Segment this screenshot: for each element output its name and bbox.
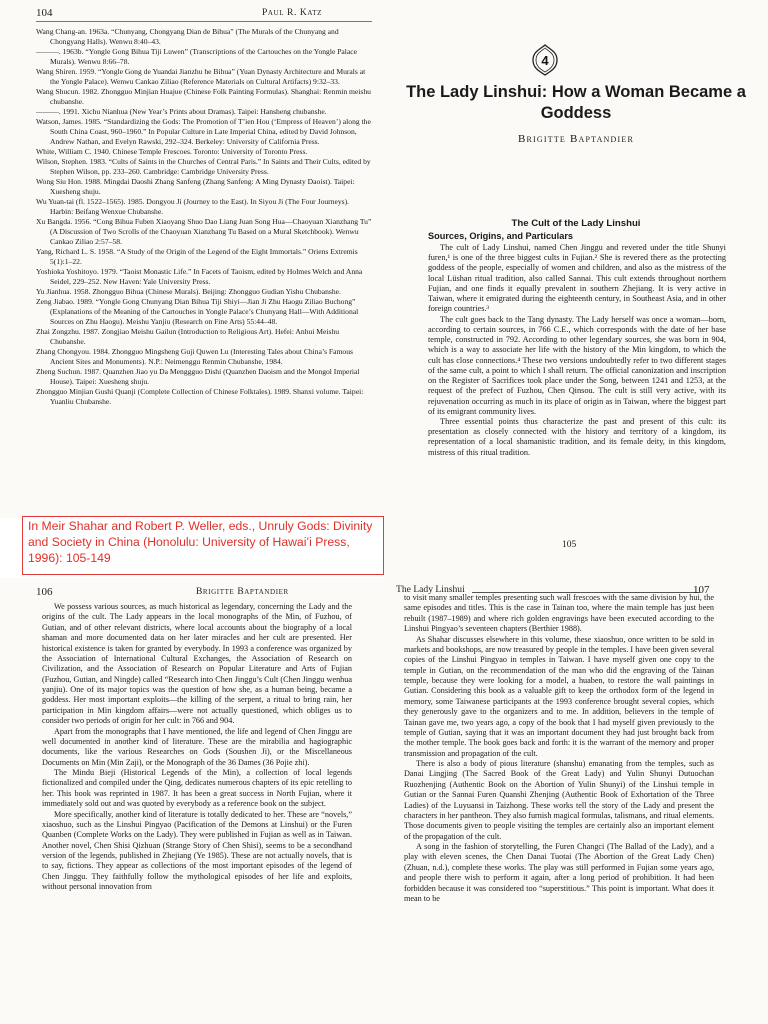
section-heading: The Cult of the Lady Linshui xyxy=(511,218,641,229)
reference-entry: Wilson, Stephen. 1983. “Cults of Saints in the Churches of Central Paris.” In Saints and Their Cults, edited by Stephen Wilson, pp. 233–260. Cambridge: Cambridge University Press. xyxy=(36,157,371,177)
reference-entry: Zheng Suchun. 1987. Quanzhen Jiao yu Da Menggguo Dishi (Quanzhen Daoism and the Mongol Imperial House). Taipei: Xuesheng shuju. xyxy=(36,367,360,387)
reference-entry: Wang Chang-an. 1963a. “Chunyang, Chongyang Dian de Bihua” (The Murals of the Chunyang and Chongyang Halls). Wenwu 8:40–43. xyxy=(36,27,339,46)
reference-entry: ———. 1963b. “Yongle Gong Bihua Tiji Luwen” (Transcriptions of the Cartouches on the Yongle Palace Murals). Wenwu 8:66–78. xyxy=(36,47,358,66)
paragraph: The Mindu Bieji (Historical Legends of the Min), a collection of local legends fictionalized and compiled under the Qing, dedicates numerous chapters of its epic retelling to her. This book was reprinted in 1987. It has been a great success in North Fujian, where it immediately sold out and was quoted by everybody as a reference book on the subject. xyxy=(42,768,352,809)
reference-entry: White, William C. 1940. Chinese Temple Frescoes. Toronto: University of Toronto Press. xyxy=(36,147,308,157)
reference-entry: Zhai Zongzhu. 1987. Zongjiao Meishu Gailun (Introduction to Religious Art). Hefei: Anhui Meishu Chubanshe. xyxy=(36,327,340,347)
reference-entry: Yang, Richard L. S. 1958. “A Study of the Origin of the Legend of the Eight Immortals.” Oriens Extremis 5(1):1–22. xyxy=(36,247,358,267)
chapter-title: The Lady Linshui: How a Woman Became a Goddess xyxy=(406,83,746,122)
running-head: The Lady Linshui xyxy=(396,584,465,595)
paragraph: to visit many smaller temples presenting such wall frescoes with the same division by hui, the same episodes and titles. This is the case in Tainan too, where the main temple has just been rebuilt (1987–1989) and where rich golden engravings have been executed according to the Linshui Pingyao’s seventeen chapters (Berthier 1988). xyxy=(404,593,714,634)
paragraph: The cult goes back to the Tang dynasty. The Lady herself was once a woman—born, according to certain sources, in 766 C.E., which corresponds with the date of her base temple, constructed in 792. According to other legendary sources, she was born in 904, which is a way to associate her life with the history of the Min kingdom, to which the cult has close connections.⁴ These two versions undoubtedly refer to two different stages of the same cult, a point to which I shall return. The official canonization and inscription on the Register of Sacrifices took place under the Song, between 1241 and 1253, at the request of the prefect of Fuzhou, Chen Qinsou. The cult is still very active, with its rejuvenation occurring as much in its place of origin as in Taiwan, where the biggest part of its emigrant community lives. xyxy=(428,314,726,416)
paragraph: There is also a body of pious literature (shanshu) emanating from the temples, such as Danai Lingjing (The Sacred Book of the Great Lady) and Yulin Shunyi Dutuochan Ruozhenjing (Authentic Book on the Abortion of Yulin Shunyi) of the Linshui temple in Gutian or the Sannai Furen Quanshi Zhenjing (Authentic Book of Exhortation of the Three Ladies) of the Luyuansi in Taizhong. These works tell the story of the Lady and present the characters in her pantheon. They also furnish magical formulas, talismans, and ritual elements. Those documents given to people visiting the temples are certainly also an important element of the propagation of the cult. xyxy=(404,759,714,841)
paragraph: A song in the fashion of storytelling, the Furen Changci (The Ballad of the Lady), and a play with eleven scenes, the Chen Danai Tuotai (The Abortion of the Great Lady Chen) (Zhuan, n.d.), complete these works. The play was still performed in Fujian some years ago, and people there wish to perform it again, after a long period of prohibition. It had been forbidden because it was considered too “superstitious.” This point is important. What does it mean to be xyxy=(404,842,714,903)
reference-entry: Zhang Chongyou. 1984. Zhongguo Mingsheng Guji Quwen Lu (Interesting Tales about China’s Famous Ancient Sites and Monuments). N.P.: Neimenggu Renmin Chubanshe, 1984. xyxy=(36,347,353,367)
citation-note: In Meir Shahar and Robert P. Weller, eds., Unruly Gods: Divinity and Society in China (Honolulu: University of Hawai’i Press, 1996): 105-149 xyxy=(22,516,384,575)
chapter-author: Brigitte Baptandier xyxy=(517,133,635,145)
reference-entry: Zhongguo Minjian Gushi Quanji (Complete Collection of Chinese Folktales). 1989. Shanxi volume. Taipei: Yuanliu Chubanshe. xyxy=(36,387,364,407)
page-number: 107 xyxy=(693,584,710,596)
reference-entry: Wong Siu Hon. 1988. Mingdai Daoshi Zhang Sanfeng (Zhang Sanfeng: A Ming Dynasty Daoist). Taipei: Xuesheng shuju. xyxy=(36,177,355,197)
running-head: Brigitte Baptandier xyxy=(196,587,289,597)
reference-entry: Wang Shucun. 1982. Zhongguo Minjian Huajue (Chinese Folk Painting Formulas). Shanghai: Renmin meishu chubanshe. xyxy=(36,87,371,106)
reference-entry: Yoshioka Yoshitoyo. 1979. “Taoist Monastic Life.” In Facets of Taoism, edited by Holmes Welch and Anna Seidel, 229–252. New Haven: Yale University Press. xyxy=(36,267,363,287)
page-105 xyxy=(384,0,768,578)
page-106 xyxy=(0,578,384,1024)
chapter-number-emblem xyxy=(531,44,559,76)
reference-entry: Wu Yuan-tai (fl. 1522–1565). 1985. Dongyou Ji (Journey to the East). In Siyou Ji (The Four Journeys). Harbin: Beifang Wenxue Chubanshe. xyxy=(36,197,350,217)
reference-entry: Wang Shiren. 1959. “Yongle Gong de Yuandai Jianzhu he Bihua” (Yuan Dynasty Architecture and Murals at the Yongle Palace). Wenwu Cankao Ziliao (Reference Materials on Cultural Artifacts) 9:32–33. xyxy=(36,67,366,86)
paragraph: Three essential points thus characterize the past and present of this cult: its presentation as closely connected with the history and territory of a kingdom, its representation of a local shamanistic tradition, and its female deity, in this kingdom, mistress of this ritual tradition. xyxy=(428,416,726,457)
reference-entry: ———. 1991. Xichu Nianhua (New Year’s Prints about Dramas). Taipei: Hansheng chubanshe. xyxy=(36,107,327,117)
paragraph: The cult of Lady Linshui, named Chen Jinggu and revered under the title Shunyi furen,¹ is one of the three biggest cults in Fujian.² She is revered there as the protecting goddess of the people, especially of women and children, and also as the mistress of the local Lüshan ritual tradition, also called Sannai. This cult extends throughout northern Fujian, and one finds it equally prevalent in southern Zhejiang. It is very active in Taiwan, where it emigrated during the eighteenth century, in Southeast Asia, and in other foreign countries.³ xyxy=(428,243,726,314)
body-text xyxy=(404,593,714,904)
paragraph: As Shahar discusses elsewhere in this volume, these xiaoshuo, once written to be sold in markets and bookshops, are now treasured by people in the temples. I have been given several copies of the Linshui Pingyao in temples in Taiwan. I have myself given one copy to the temple in Gutian, on the recommendation of the man who did the engraving of the Tainan temple, because they were looking for a model, a huaben, to restore the wall paintings in Gutian. Considering this book as a valuable gift to keep the orthodox form of the legend in memory, some Taiwanese participants at the 1993 conference brought several copies, which they generously gave to the organizers and to me. In addition, believers in the temple of Tainan gave me, two years ago, a copy of the book that I had myself given previously to the temple of Gutian, saying that it was an important document they had just brought back from the mother temple. The book goes back and forth: it is the warrant of the memory and proper transmission and propagation of the cult. xyxy=(404,634,714,758)
header-rule xyxy=(36,21,372,22)
reference-entry: Yu Jianhua. 1958. Zhongguo Bihua (Chinese Murals). Beijing: Zhongguo Gudian Yishu Chubanshe. xyxy=(36,287,341,297)
reference-entry: Zeng Jiabao. 1989. “Yongle Gong Chunyang Dian Bihua Tiji Shiyi—Jian Ji Zhu Haogu Ziliao Buchong” (Explanations of the Meaning of the Cartouches in Yongle Palace’s Chunyang Hall—With Additional Sources on Zhu Haogu). Meishu Yanjiu (Research on Fine Arts) 55:44–48. xyxy=(36,297,359,327)
page-number: 106 xyxy=(36,586,53,598)
page-number: 105 xyxy=(562,540,577,550)
body-text xyxy=(428,243,726,458)
reference-entry: Watson, James. 1985. “Standardizing the Gods: The Promotion of T’ien Hou (‘Empress of Heaven’) along the South China Coast, 960–1960.” In Popular Culture in Late Imperial China, edited by David Johnson, Andrew Nathan, and Evelyn Rawski, 292–324. Berkeley: University of California Press. xyxy=(36,117,371,146)
paragraph: Apart from the monographs that I have mentioned, the life and legend of Chen Jinggu are well documented in another kind of literature. These are the mirabilia and hagiographic documents, like the various Researches on Gods (Soushen Ji), or the Miscellaneous Documents on Min (Min Zaji), or the Monograph of the 36 Dames (36 Pojie zhi). xyxy=(42,726,352,767)
page-number: 104 xyxy=(36,7,53,19)
reference-list xyxy=(36,27,372,407)
reference-entry: Xu Bangda. 1956. “Cong Bihua Fuben Xiaoyang Shuo Dao Liang Juan Song Hua—Chaoyuan Xianzhang Tu” (A Discussion of Two Scrolls of the Chaoyuan Xianzhang Tu Based on a Mural Sketchbook). Wenwu Cankao Ziliao 2:57–58. xyxy=(36,217,372,247)
paragraph: We possess various sources, as much historical as legendary, concerning the Lady and the origins of the cult. The Lady appears in the local monographs of the Min, of Fuzhou, of Gutian, and of other relevant districts, where local accounts about the biography of a local shaman and more documented data on her later miracles and her cult are presented. Her historical existence is taken for granted by everybody. In 1993 a conference was organized by the Association of International Cultural Exchanges, the Association of Research on Civilization, and the Association of Research on Popular Literature and Arts of Fujian (Fuzhou, Gutian, and Ningde) called “Research into Chen Jinggu’s Cult (Chen Jinggu wenhua yanjiu). One of its major topics was the question of how she, as a human being, became a goddess. Her most important exploits—the killing of the serpent, a ritual to bring rain, her participation in Min kingdom affairs—were not actually questioned, which obliges us to consider two periods of origin for her cult: in 766 and 904. xyxy=(42,602,352,726)
subheading: Sources, Origins, and Particulars xyxy=(428,231,574,241)
chapter-number: 4 xyxy=(541,53,549,68)
running-head: Paul R. Katz xyxy=(262,8,323,18)
page-107 xyxy=(384,578,768,1024)
paragraph: More specifically, another kind of literature is totally dedicated to her. These are “novels,” xiaoshuo, such as the Linshui Pingyao (Pacification of the Demons at Linshui) or the Furen Quanben (Complete Works on the Lady). They were published in Fujian as well as in Taiwan. Another novel, Chen Shisi Qizhuan (Strange Story of Chen Shisi), seems to be a secondhand version of the legends, published in Zhejiang (Ye 1985). These are not actually novels, that is to say, fictions. They appear as collections of the most important episodes of the legend of Chen Jinggu. They faithfully follow the mythological episodes of her life and exploits, without personal innovation from xyxy=(42,809,352,892)
body-text xyxy=(42,602,352,893)
page-104 xyxy=(0,0,384,518)
